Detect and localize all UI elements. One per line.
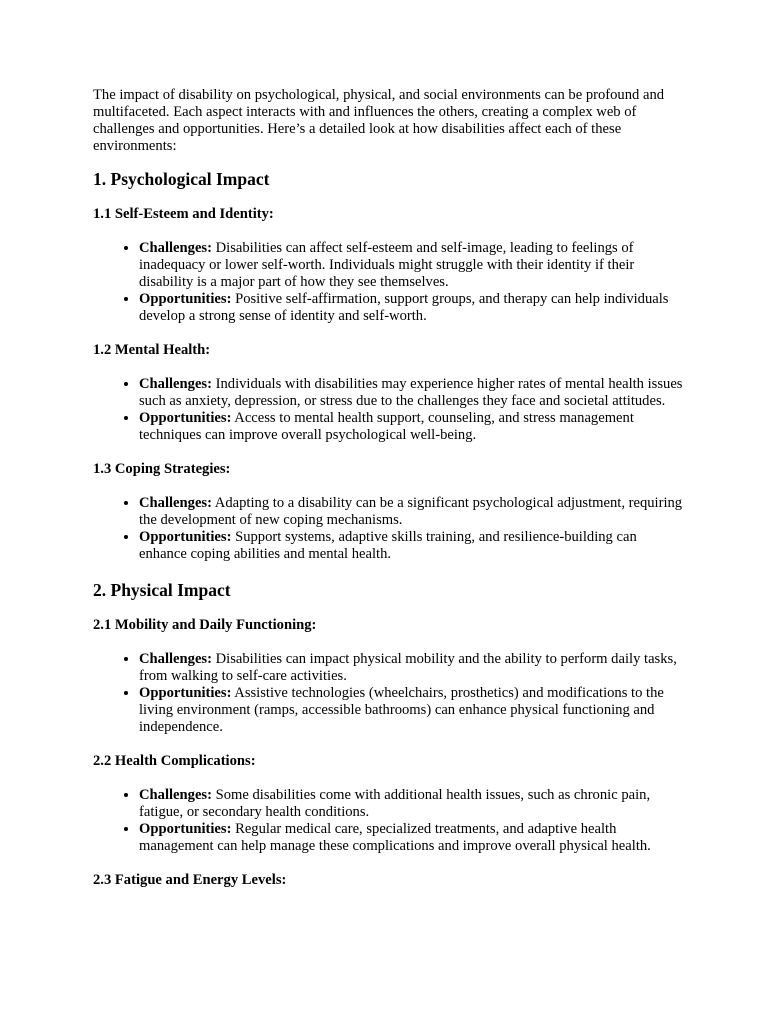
item-label: Opportunities: [139, 529, 232, 545]
bullet-list [93, 495, 683, 563]
list-item [139, 291, 683, 325]
list-item [139, 685, 683, 736]
list-item [139, 410, 683, 444]
bullet-list [93, 651, 683, 736]
item-label: Opportunities: [139, 291, 232, 307]
section-heading: 1. Psychological Impact [93, 169, 270, 189]
subsection-heading: 1.2 Mental Health: [93, 342, 211, 358]
item-label: Challenges: [139, 495, 212, 511]
bullet-list [93, 787, 683, 855]
subsection-heading: 2.1 Mobility and Daily Functioning: [93, 617, 317, 633]
list-item [139, 529, 683, 563]
bullet-list [93, 240, 683, 325]
list-item [139, 495, 683, 529]
item-label: Challenges: [139, 651, 212, 667]
list-item [139, 651, 683, 685]
item-text: Positive self-affirmation, support groups, and therapy can help individuals develop a strong sense of identity and self-worth. [139, 291, 669, 324]
item-label: Opportunities: [139, 410, 232, 426]
item-text: Access to mental health support, counseling, and stress management techniques can improve overall psychological well-being. [139, 410, 634, 443]
item-text: Some disabilities come with additional health issues, such as chronic pain, fatigue, or secondary health conditions. [139, 787, 651, 820]
item-label: Opportunities: [139, 685, 232, 701]
document-body [93, 87, 683, 906]
item-label: Opportunities: [139, 821, 232, 837]
item-label: Challenges: [139, 376, 212, 392]
list-item [139, 821, 683, 855]
item-text: Disabilities can affect self-esteem and self-image, leading to feelings of inadequacy or lower self-worth. Individuals might struggle with their identity if their disability is a major part of how they see themselves. [139, 240, 635, 290]
list-item [139, 240, 683, 291]
section-heading: 2. Physical Impact [93, 580, 231, 600]
subsection-heading: 1.1 Self-Esteem and Identity: [93, 206, 274, 222]
list-item [139, 787, 683, 821]
item-text: Adapting to a disability can be a significant psychological adjustment, requiring the development of new coping mechanisms. [139, 495, 683, 528]
subsection-heading: 2.2 Health Complications: [93, 753, 256, 769]
subsection-heading: 1.3 Coping Strategies: [93, 461, 231, 477]
item-text: Individuals with disabilities may experience higher rates of mental health issues such as anxiety, depression, or stress due to the challenges they face and societal attitudes. [139, 376, 683, 409]
intro-paragraph: The impact of disability on psychological, physical, and social environments can be profound and multifaceted. Each aspect interacts with and influences the others, creating a complex web of challenges and opportunities. Here’s a detailed look at how disabilities affect each of these environments: [93, 87, 665, 154]
item-text: Regular medical care, specialized treatments, and adaptive health management can help manage these complications and improve overall physical health. [139, 821, 651, 854]
item-label: Challenges: [139, 240, 212, 256]
bullet-list [93, 376, 683, 444]
subsection-heading: 2.3 Fatigue and Energy Levels: [93, 872, 287, 888]
item-label: Challenges: [139, 787, 212, 803]
list-item [139, 376, 683, 410]
item-text: Assistive technologies (wheelchairs, prosthetics) and modifications to the living environment (ramps, accessible bathrooms) can enhance physical functioning and independence. [139, 685, 664, 735]
item-text: Support systems, adaptive skills training, and resilience-building can enhance coping abilities and mental health. [139, 529, 637, 562]
item-text: Disabilities can impact physical mobility and the ability to perform daily tasks, from walking to self-care activities. [139, 651, 677, 684]
